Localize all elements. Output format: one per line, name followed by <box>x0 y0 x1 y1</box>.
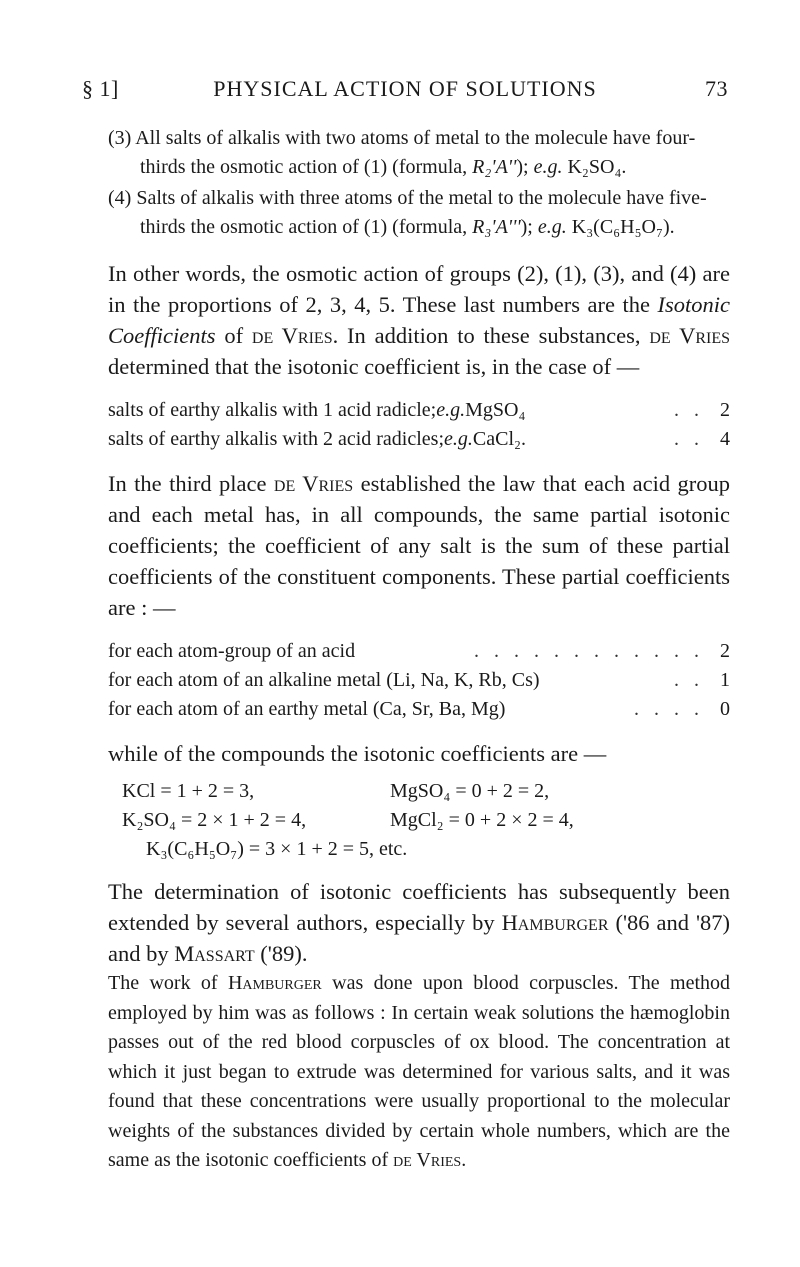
leader-dots: . . <box>674 669 704 691</box>
text: In the third place <box>108 471 274 496</box>
coefficient-value: 4 <box>720 428 730 450</box>
equation: K₂SO₄ = 2 × 1 + 2 = 4, <box>122 809 307 831</box>
running-title: PHYSICAL ACTION OF SOLUTIONS <box>213 76 597 101</box>
coefficient-value: 2 <box>720 640 730 662</box>
author-name: de Vries <box>649 323 731 348</box>
text: . <box>461 1149 467 1171</box>
text: salts of earthy alkalis with 2 acid radicles; <box>108 428 445 450</box>
formula: CaCl₂. <box>472 428 526 450</box>
author-name: Massart <box>174 941 255 966</box>
example-formula: K₃(C₆H₅O₇). <box>571 216 675 238</box>
list-item <box>108 666 730 695</box>
eg-label: e.g. <box>537 216 567 238</box>
text: was done upon blood corpuscles. The method employed by him was as follows : In certain weak solutions the hæmoglobin passes out of the red blood corpuscles of ox blood. The concentration at which it just began to extrude was determined for various salts, and it was found that these concentrations were usually proportional to the molecular weights of the substances divided by certain whole numbers, which are the same as the isotonic coefficients of <box>108 972 730 1171</box>
item-number: (3) <box>108 127 132 149</box>
text: of <box>215 323 252 348</box>
text: for each atom of an alkaline metal (Li, Na, K, Rb, Cs) <box>108 669 540 691</box>
text: . In addition to these substances, <box>332 323 650 348</box>
author-name: Hamburger <box>501 910 609 935</box>
text: for each atom-group of an acid <box>108 640 356 662</box>
equation-row <box>122 835 730 864</box>
item-text: Salts of alkalis with three atoms of the metal to the molecule have five-thirds the osmotic action of (1) (formula, <box>136 187 707 238</box>
coefficient-value: 1 <box>720 669 730 691</box>
text: ('86 and '87) and by <box>108 910 730 966</box>
equations-block <box>108 777 730 864</box>
formula: MgSO₄ <box>465 399 526 421</box>
equation: KCl = 1 + 2 = 3, <box>122 780 255 802</box>
list-item-3 <box>108 124 730 182</box>
author-name: de Vries <box>251 323 333 348</box>
formula: R₂'A'' <box>472 156 517 178</box>
page-body <box>108 124 730 1176</box>
paragraph-proportions <box>108 258 730 382</box>
eg-label: e.g. <box>436 399 466 421</box>
leader-dots: . . . . . . . . . . . . <box>474 640 704 662</box>
paragraph-compounds: while of the compounds the isotonic coefficients are — <box>108 741 607 766</box>
earthy-salts-list <box>108 396 730 454</box>
equation: MgCl₂ = 0 + 2 × 2 = 4, <box>390 809 574 831</box>
text: salts of earthy alkalis with 1 acid radicle; <box>108 399 437 421</box>
item-text: All salts of alkalis with two atoms of metal to the molecule have four-thirds the osmotic action of (1) (formula, <box>135 127 696 178</box>
paragraph-third-place <box>108 468 730 623</box>
example-formula: K₂SO₄. <box>567 156 627 178</box>
paragraph-hamburger-massart <box>108 876 730 969</box>
eg-label: e.g. <box>533 156 563 178</box>
page-number: 73 <box>705 76 728 101</box>
item-text-end: ); <box>520 216 533 238</box>
list-item <box>108 425 730 454</box>
author-name: de Vries <box>393 1149 462 1171</box>
text: determined that the isotonic coefficient is, in the case of — <box>108 354 640 379</box>
paragraph-blood-corpuscles <box>108 969 730 1176</box>
list-item <box>108 637 730 666</box>
formula: R₃'A''' <box>472 216 521 238</box>
leader-dots: . . . . <box>634 698 704 720</box>
leader-dots: . . <box>674 428 704 450</box>
coefficient-value: 0 <box>720 698 730 720</box>
text: The work of <box>108 972 228 994</box>
partial-coefficients-list <box>108 637 730 724</box>
item-number: (4) <box>108 187 132 209</box>
text: ('89). <box>254 941 308 966</box>
text: for each atom of an earthy metal (Ca, Sr, Ba, Mg) <box>108 698 506 720</box>
leader-dots: . . <box>674 399 704 421</box>
list-item-4 <box>108 184 730 242</box>
author-name: de Vries <box>273 471 354 496</box>
text: established the law that each acid group and each metal has, in all compounds, the same partial isotonic coefficients; the coefficient of any salt is the sum of these partial coefficients of the constituent components. These partial coefficients are : — <box>108 471 731 620</box>
defined-term: Isotonic Coefficients <box>108 292 730 348</box>
section-mark: § 1] <box>82 76 119 101</box>
eg-label: e.g. <box>444 428 473 450</box>
item-text-end: ); <box>516 156 534 178</box>
list-item <box>108 695 730 724</box>
equation: MgSO₄ = 0 + 2 = 2, <box>390 780 550 802</box>
running-header <box>82 76 728 112</box>
equation-row <box>122 777 730 806</box>
equation: K₃(C₆H₅O₇) = 3 × 1 + 2 = 5, etc. <box>146 838 408 860</box>
list-item <box>108 396 730 425</box>
equation-row <box>122 806 730 835</box>
text: In other words, the osmotic action of groups (2), (1), (3), and (4) are in the proportions of 2, 3, 4, 5. These last numbers are the <box>108 261 730 317</box>
author-name: Hamburger <box>227 972 322 994</box>
text: The determination of isotonic coefficients has subsequently been extended by several authors, especially by <box>108 879 730 935</box>
coefficient-value: 2 <box>720 399 730 421</box>
